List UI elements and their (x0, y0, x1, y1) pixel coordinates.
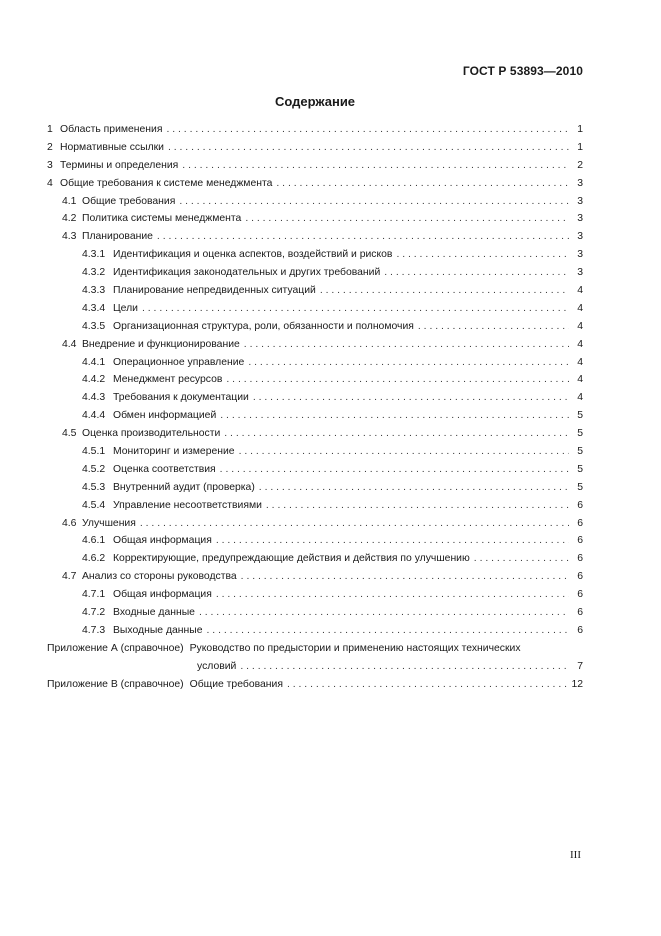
toc-entry-title: Оценка производительности (82, 428, 221, 440)
toc-dot-leader (240, 658, 569, 676)
toc-entry-title: Анализ со стороны руководства (82, 571, 237, 583)
toc-title: Содержание (274, 94, 356, 109)
toc-entry-page: 6 (577, 607, 583, 619)
toc-entry-number: 4.4.3 (82, 392, 106, 404)
toc-entry[interactable] (0, 497, 661, 515)
toc-entry[interactable] (0, 264, 661, 282)
toc-entry[interactable] (0, 586, 661, 604)
toc-dot-leader (239, 443, 569, 461)
toc-entry-number: 4.3.5 (82, 320, 106, 332)
toc-entry-title: Общая информация (113, 589, 212, 601)
toc-dot-leader (384, 264, 569, 282)
toc-dot-leader (474, 550, 569, 568)
toc-dot-leader (287, 676, 567, 694)
toc-dot-leader (142, 300, 569, 318)
toc-entry-page: 4 (577, 320, 583, 332)
toc-entry-title: Планирование (82, 231, 153, 243)
toc-entry-title: Менеджмент ресурсов (113, 374, 223, 386)
toc-entry[interactable] (0, 354, 661, 372)
toc-appendix-b-label: Приложение В (справочное) (47, 678, 184, 690)
toc-entry-page: 5 (577, 481, 583, 493)
toc-entry-number: 4.4.1 (82, 356, 106, 368)
toc-entry-number: 4.6 (62, 517, 77, 529)
toc-entry-page: 4 (577, 374, 583, 386)
toc-entry[interactable] (0, 568, 661, 586)
toc-entry-number: 4.3.4 (82, 302, 106, 314)
toc-entry-number: 4.4.4 (82, 410, 106, 422)
toc-dot-leader (216, 532, 569, 550)
toc-appendix-a-label: Приложение А (справочное) (47, 642, 184, 654)
toc-appendix-b-title: Общие требования (189, 678, 283, 690)
toc-entry-page: 5 (577, 428, 583, 440)
toc-entry-number: 4.5.1 (82, 446, 106, 458)
toc-entry-page: 5 (577, 463, 583, 475)
toc-dot-leader (140, 515, 569, 533)
toc-entry-title: Организационная структура, роли, обязанности и полномочия (113, 320, 414, 332)
toc-entry[interactable] (0, 210, 661, 228)
toc-entry-page: 3 (577, 213, 583, 225)
toc-entry[interactable] (0, 371, 661, 389)
toc-entry-number: 4.7.2 (82, 607, 106, 619)
toc-entry-title: Мониторинг и измерение (113, 446, 235, 458)
toc-entry-title: Улучшения (82, 517, 136, 529)
toc-entry-number: 4.3 (62, 231, 77, 243)
page-number: III (570, 849, 581, 861)
toc-dot-leader (166, 121, 569, 139)
toc-appendix-b-page: 12 (571, 678, 583, 690)
toc-entry-page: 4 (577, 392, 583, 404)
toc-entry-title: Цели (113, 302, 138, 314)
toc-appendix-a-continued[interactable] (0, 658, 661, 676)
toc-dot-leader (168, 139, 569, 157)
toc-entry-title: Нормативные ссылки (60, 141, 164, 153)
toc-entry-title: Обмен информацией (113, 410, 217, 422)
toc-entry-title: Общая информация (113, 535, 212, 547)
toc-dot-leader (248, 354, 569, 372)
toc-dot-leader (396, 246, 569, 264)
toc-entry-number: 4.5.2 (82, 463, 106, 475)
toc-entry-number: 4.4 (62, 338, 77, 350)
toc-entry[interactable] (0, 604, 661, 622)
toc-entry-page: 6 (577, 589, 583, 601)
toc-entry-title: Управление несоответствиями (113, 499, 262, 511)
toc-entry-number: 4.5 (62, 428, 77, 440)
toc-dot-leader (220, 407, 569, 425)
toc-appendix-a-title-cont: условий (197, 660, 237, 672)
toc-entry-number: 4.4.2 (82, 374, 106, 386)
toc-entry-number: 4 (47, 177, 53, 189)
toc-entry-title: Идентификация и оценка аспектов, воздействий и рисков (113, 249, 393, 261)
toc-entry-title: Планирование непредвиденных ситуаций (113, 285, 316, 297)
toc-entry[interactable] (0, 425, 661, 443)
toc-entry[interactable] (0, 443, 661, 461)
toc-entry-number: 2 (47, 141, 53, 153)
toc-entry-page: 6 (577, 517, 583, 529)
toc-entry-number: 4.3.2 (82, 267, 106, 279)
toc-entry-title: Общие требования (82, 195, 176, 207)
toc-entry-number: 4.5.3 (82, 481, 106, 493)
toc-appendix-a-title: Руководство по предыстории и применению настоящих технических (189, 642, 521, 654)
toc-entry-page: 5 (577, 410, 583, 422)
toc-entry-title: Общие требования к системе менеджмента (60, 177, 273, 189)
toc-dot-leader (241, 568, 569, 586)
toc-entry[interactable] (0, 282, 661, 300)
toc-dot-leader (182, 157, 569, 175)
table-of-contents (0, 121, 661, 694)
toc-entry[interactable] (0, 389, 661, 407)
toc-entry[interactable] (0, 121, 661, 139)
toc-entry-number: 1 (47, 124, 53, 135)
toc-entry-page: 1 (577, 124, 583, 135)
toc-entry[interactable] (0, 622, 661, 640)
toc-entry-title: Выходные данные (113, 624, 203, 636)
toc-entry-title: Оценка соответствия (113, 463, 216, 475)
toc-entry-page: 3 (577, 249, 583, 261)
toc-dot-leader (157, 228, 569, 246)
toc-entry-title: Политика системы менеджмента (82, 213, 242, 225)
toc-dot-leader (266, 497, 569, 515)
toc-entry-number: 4.6.2 (82, 553, 106, 565)
toc-dot-leader (245, 210, 569, 228)
toc-entry-page: 2 (577, 159, 583, 171)
toc-entry[interactable] (0, 318, 661, 336)
toc-dot-leader (207, 622, 569, 640)
toc-entry-number: 4.3.1 (82, 249, 106, 261)
toc-entry-page: 6 (577, 571, 583, 583)
toc-dot-leader (226, 371, 569, 389)
toc-entry-page: 4 (577, 338, 583, 350)
toc-entry-number: 4.7.3 (82, 624, 106, 636)
toc-entry[interactable] (0, 532, 661, 550)
toc-dot-leader (244, 336, 569, 354)
toc-entry-page: 1 (577, 141, 583, 153)
toc-entry-page: 4 (577, 285, 583, 297)
toc-entry-page: 6 (577, 499, 583, 511)
toc-dot-leader (199, 604, 569, 622)
toc-entry-title: Корректирующие, предупреждающие действия и действия по улучшению (113, 553, 470, 565)
toc-entry-page: 3 (577, 231, 583, 243)
toc-entry-page: 6 (577, 624, 583, 636)
toc-entry-title: Операционное управление (113, 356, 245, 368)
toc-entry[interactable] (0, 550, 661, 568)
toc-dot-leader (179, 193, 569, 211)
toc-entry-number: 4.1 (62, 195, 77, 207)
toc-entry-page: 4 (577, 356, 583, 368)
toc-entry[interactable] (0, 479, 661, 497)
toc-entry-title: Внутренний аудит (проверка) (113, 481, 255, 493)
toc-entry-title: Внедрение и функционирование (82, 338, 240, 350)
toc-dot-leader (320, 282, 569, 300)
toc-entry[interactable] (0, 300, 661, 318)
toc-entry-page: 4 (577, 302, 583, 314)
toc-entry-page: 5 (577, 446, 583, 458)
toc-dot-leader (220, 461, 569, 479)
toc-entry[interactable] (0, 246, 661, 264)
toc-entry-page: 6 (577, 535, 583, 547)
toc-dot-leader (253, 389, 569, 407)
toc-entry[interactable] (0, 175, 661, 193)
toc-entry-title: Требования к документации (113, 392, 249, 404)
toc-entry[interactable] (0, 515, 661, 533)
toc-appendix-a[interactable] (0, 640, 661, 658)
toc-entry-title: Входные данные (113, 607, 195, 619)
toc-entry-title: Термины и определения (60, 159, 179, 171)
toc-entry-number: 4.3.3 (82, 285, 106, 297)
toc-entry[interactable] (0, 157, 661, 175)
toc-entry[interactable] (0, 139, 661, 157)
toc-appendix-a-page: 7 (577, 660, 583, 672)
toc-entry-number: 3 (47, 159, 53, 171)
toc-entry-number: 4.6.1 (82, 535, 106, 547)
toc-entry-number: 4.5.4 (82, 499, 106, 511)
toc-entry[interactable] (0, 193, 661, 211)
toc-dot-leader (259, 479, 569, 497)
toc-entry-number: 4.7.1 (82, 589, 106, 601)
toc-entry-number: 4.2 (62, 213, 77, 225)
toc-entry[interactable] (0, 461, 661, 479)
toc-entry-page: 3 (577, 177, 583, 189)
toc-entry-title: Область применения (60, 124, 163, 135)
toc-entry-number: 4.7 (62, 571, 77, 583)
toc-entry[interactable] (0, 336, 661, 354)
toc-entry[interactable] (0, 228, 661, 246)
toc-dot-leader (418, 318, 569, 336)
toc-dot-leader (276, 175, 569, 193)
toc-entry-page: 3 (577, 195, 583, 207)
toc-dot-leader (216, 586, 569, 604)
document-code: ГОСТ Р 53893—2010 (462, 64, 583, 78)
toc-dot-leader (224, 425, 569, 443)
toc-entry[interactable] (0, 407, 661, 425)
toc-entry-page: 6 (577, 553, 583, 565)
toc-entry-page: 3 (577, 267, 583, 279)
toc-appendix-b[interactable] (0, 676, 661, 694)
toc-entry-title: Идентификация законодательных и других требований (113, 267, 381, 279)
